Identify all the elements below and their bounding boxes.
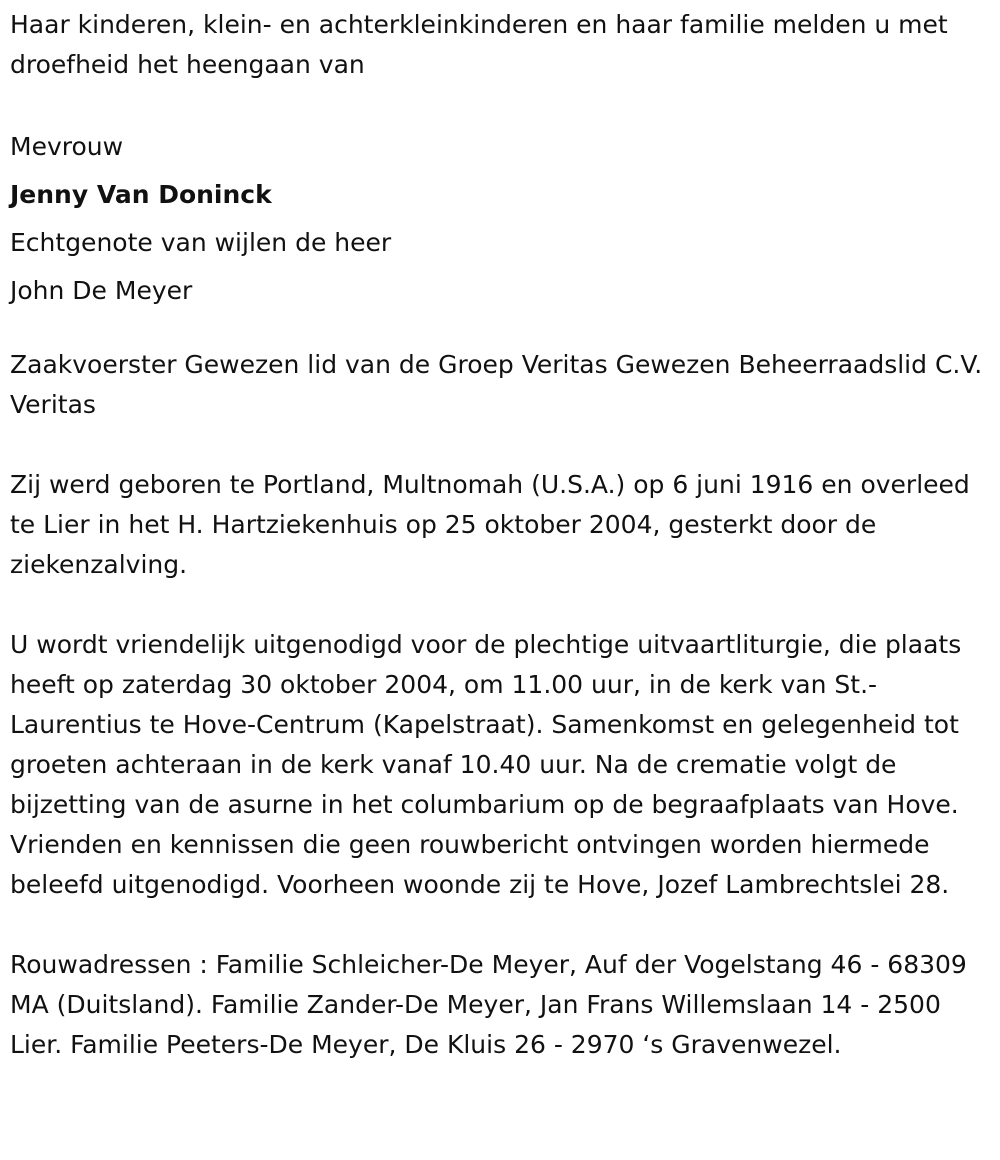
intro-paragraph: Haar kinderen, klein- en achterkleinkinderen en haar familie melden u met droefheid het heengaan van [10, 10, 948, 79]
roles-paragraph: Zaakvoerster Gewezen lid van de Groep Veritas Gewezen Beheerraadslid C.V. Veritas [10, 350, 983, 419]
obituary-document [10, 5, 985, 1065]
deceased-name: Jenny Van Doninck [10, 180, 272, 209]
spacer [10, 585, 985, 625]
addresses-paragraph: Rouwadressen : Familie Schleicher-De Meyer, Auf der Vogelstang 46 - 68309 MA (Duitsland). Familie Zander-De Meyer, Jan Frans Willemslaan 14 - 2500 Lier. Familie Peeters-De Meyer, De Kluis 26 - 2970 ‘s Gravenwezel. [10, 950, 967, 1059]
spacer [10, 315, 985, 345]
spacer [10, 905, 985, 945]
spouse-label: Echtgenote van wijlen de heer [10, 228, 392, 257]
spacer [10, 85, 985, 125]
spacer [10, 425, 985, 465]
spouse-name: John De Meyer [10, 276, 193, 305]
ceremony-paragraph: U wordt vriendelijk uitgenodigd voor de plechtige uitvaartliturgie, die plaats heeft op zaterdag 30 oktober 2004, om 11.00 uur, in de kerk van St.-Laurentius te Hove-Centrum (Kapelstraat). Samenkomst en gelegenheid tot groeten achteraan in de kerk vanaf 10.40 uur. Na de crematie volgt de bijzetting van de asurne in het columbarium op de begraafplaats van Hove. Vrienden en kennissen die geen rouwbericht ontvingen worden hiermede beleefd uitgenodigd. Voorheen woonde zij te Hove, Jozef Lambrechtslei 28. [10, 630, 962, 899]
salutation: Mevrouw [10, 132, 124, 161]
birth-death-paragraph: Zij werd geboren te Portland, Multnomah (U.S.A.) op 6 juni 1916 en overleed te Lier in het H. Hartziekenhuis op 25 oktober 2004, gesterkt door de ziekenzalving. [10, 470, 970, 579]
